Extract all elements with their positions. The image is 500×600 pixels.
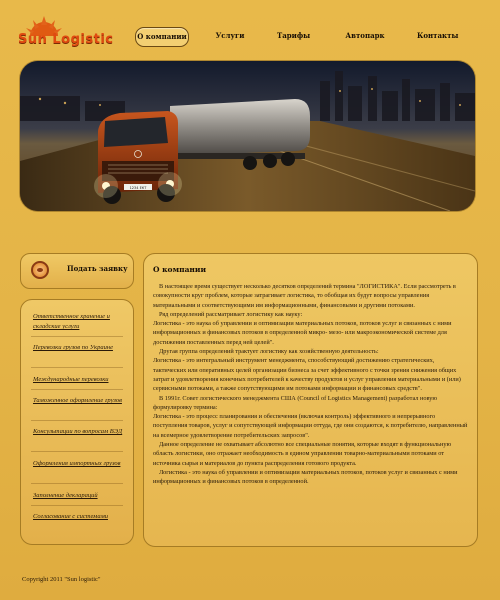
menu-item-systems-approval[interactable]: Согласование с системами <box>33 513 108 520</box>
menu-item-storage[interactable]: Ответственное хранение и складские услуги <box>33 313 110 330</box>
menu-item-customs[interactable]: Таможенное оформление грузов <box>33 397 122 404</box>
content-body <box>153 282 469 487</box>
footer-copyright: Copyright 2011 "Sun logistic" <box>22 576 101 583</box>
nav-item-contacts[interactable]: Контакты <box>417 31 459 40</box>
content-paragraph: В настоящее время существует несколько десятков определений термина "ЛОГИСТИКА". Если рассмотреть в совокупности круг проблем, которые затрагивает логистика, то обобщая их будут вопросы управления материальными и соответствующими им информационными, финансовыми и другими потоками. <box>153 283 456 309</box>
content-paragraph: Логистика - это интегральный инструмент менеджмента, способствующий достижению стратегических, тактических или оперативных целей организации бизнеса за счет эффективного с точки зрения снижения общих затрат и удовлетворения конечных потребителей к качеству продуктов и услуг управления материальными и (или) сервисными потоками, а также сопутствующими им потоками информации и финансовых средств". <box>153 357 461 393</box>
menu-divider <box>31 451 123 452</box>
truck-night-image <box>20 61 475 211</box>
content-paragraph: Другая группа определений трактует логистику как хозяйственную деятельность: <box>159 348 379 356</box>
nav-item-fleet[interactable]: Автопарк <box>345 31 385 40</box>
menu-divider <box>31 367 123 368</box>
submit-request-label: Подать заявку <box>67 264 128 273</box>
content-paragraph: В 1991г. Совет логистического менеджмента США (Council of Logistics Management) разработал новую формулировку термина: <box>153 394 438 411</box>
services-menu <box>20 299 134 545</box>
hero-banner <box>20 61 475 211</box>
license-plate-text: 1234 ЕКТ <box>129 186 147 190</box>
logo-text: Sun Logistic <box>18 32 114 47</box>
nav-item-services[interactable]: Услуги <box>215 31 245 40</box>
content-paragraph: Ряд определений рассматривает логистику как науку: <box>159 310 303 318</box>
main-nav <box>135 27 465 45</box>
content-paragraph: Логистика - это процесс планирования и обеспечения (включая контроль) эффективного и непрерывного поступления товаров, услуг и сопутствующей информации оттуда, где они создаются, к потребителю, направленный на всемерное удовлетворение потребительских запросов". <box>153 413 468 439</box>
content-paragraph: Логистика - это наука об управлении и оптимизации материальных потоков, потоков услуг и связанных с ними информационных и финансовых потоков в определенной микро- мезо- или макроэкономической системе для достижения поставленных перед ней целей". <box>153 320 452 346</box>
menu-divider <box>31 505 123 506</box>
content-paragraph: Данное определение не охватывает абсолютно все специальные понятия, которые входят в функциональную область логистики, оно отражает необходимость в едином управлении товарно-материальными потоками от источника сырья и материалов до пункта распределения готового продукта. <box>153 441 452 467</box>
menu-item-declarations[interactable]: Заполнение деклараций <box>33 492 98 499</box>
content-title: О компании <box>153 265 207 274</box>
content-paragraph: Логистика - это наука об управлении и оптимизации материальных потоков, потоков услуг и связанных с ними информационных и финансовых потоков в определенной. <box>153 468 458 486</box>
request-icon <box>31 261 49 279</box>
menu-item-international-transport[interactable]: Международные перевозки <box>33 376 109 383</box>
menu-item-ukraine-transport[interactable]: Перевозки грузов по Украине <box>33 344 113 351</box>
nav-item-tariffs[interactable]: Тарифы <box>277 31 311 40</box>
menu-divider <box>31 483 123 484</box>
menu-item-ved-consulting[interactable]: Консультации по вопросам ВЭД <box>33 428 123 435</box>
site-logo[interactable] <box>18 14 118 54</box>
menu-divider <box>31 389 123 390</box>
nav-item-about[interactable]: О компании <box>135 27 189 47</box>
about-content-panel <box>143 253 478 547</box>
submit-request-button[interactable] <box>20 253 134 289</box>
menu-divider <box>31 420 123 421</box>
menu-divider <box>31 336 123 337</box>
menu-item-import-cargo[interactable]: Оформления импортных грузов <box>33 460 121 467</box>
